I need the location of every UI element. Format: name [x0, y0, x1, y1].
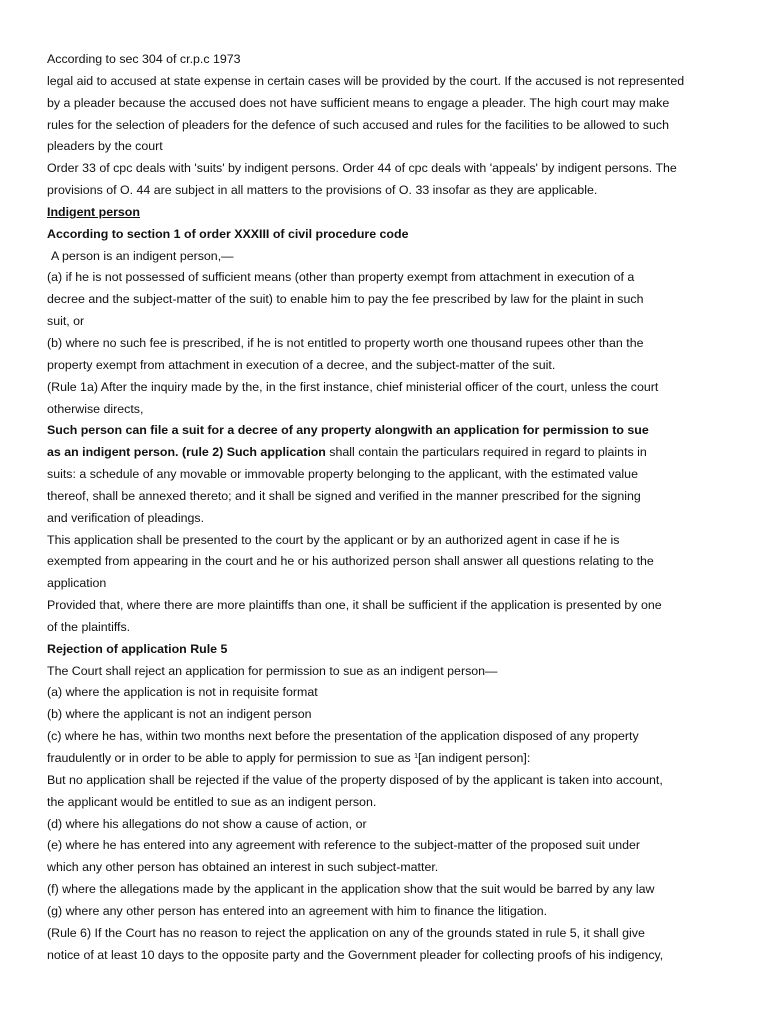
rule2-plain-text: shall contain the particulars required in regard to plaints in — [325, 445, 647, 460]
intro-line: provisions of O. 44 are subject in all matters to the provisions of O. 33 insofar as they are applicable. — [47, 183, 598, 198]
intro-line: pleaders by the court — [47, 139, 163, 154]
definition-line: (Rule 1a) After the inquiry made by the, in the first instance, chief ministerial officer of the court, unless the court — [47, 379, 659, 394]
heading-section-1: According to section 1 of order XXXIII of civil procedure code — [47, 226, 409, 241]
definition-line: otherwise directs, — [47, 401, 144, 416]
rule5-line: (c) where he has, within two months next before the presentation of the application disposed of any property — [47, 729, 639, 744]
definition-line: property exempt from attachment in execution of a decree, and the subject-matter of the suit. — [47, 357, 556, 372]
definition-line: decree and the subject-matter of the suit) to enable him to pay the fee prescribed by law for the plaint in such — [47, 292, 644, 307]
rule5-text: fraudulently or in order to be able to apply for permission to sue as — [47, 751, 415, 765]
rule5-line: (e) where he has entered into any agreement with reference to the subject-matter of the proposed suit under — [47, 838, 641, 853]
heading-rule-5: Rejection of application Rule 5 — [47, 641, 228, 656]
intro-line: According to sec 304 of cr.p.c 1973 — [47, 52, 241, 66]
rule5-line: (g) where any other person has entered into an agreement with him to finance the litigation. — [47, 903, 548, 918]
rule2-mixed-line — [47, 442, 728, 464]
footnote-marker: 1 — [414, 753, 419, 760]
definition-line: (b) where no such fee is prescribed, if he is not entitled to property worth one thousand rupees other than the — [47, 335, 644, 350]
intro-line: by a pleader because the accused does not have sufficient means to engage a pleader. The high court may make — [47, 95, 670, 110]
definition-line: suit, or — [47, 314, 85, 329]
rule2-line: exempted from appearing in the court and he or his authorized person shall answer all questions relating to the — [47, 554, 654, 569]
rule5-line: (a) where the application is not in requisite format — [47, 685, 318, 700]
intro-line: legal aid to accused at state expense in certain cases will be provided by the court. If the accused is not represented — [47, 73, 685, 88]
rule5-footnote-line — [47, 748, 728, 770]
rule6-line: (Rule 6) If the Court has no reason to reject the application on any of the grounds stated in rule 5, it shall give — [47, 925, 645, 940]
rule5-line: But no application shall be rejected if the value of the property disposed of by the applicant is taken into account, — [47, 772, 663, 787]
rule5-text: [an indigent person]: — [418, 751, 531, 765]
heading-indigent-person: Indigent person — [47, 204, 140, 219]
rule6-line: notice of at least 10 days to the opposite party and the Government pleader for collecting proofs of his indigency, — [47, 947, 664, 962]
rule2-line: This application shall be presented to the court by the applicant or by an authorized agent in case if he is — [47, 532, 620, 547]
definition-line: (a) if he is not possessed of sufficient means (other than property exempt from attachment in execution of a — [47, 270, 635, 285]
rule5-line: (f) where the allegations made by the applicant in the application show that the suit would be barred by any law — [47, 882, 655, 897]
definition-line: A person is an indigent person,— — [51, 248, 234, 263]
rule2-line: of the plaintiffs. — [47, 619, 131, 634]
rule5-line: (b) where the applicant is not an indigent person — [47, 707, 312, 722]
rule5-line: which any other person has obtained an interest in such subject-matter. — [47, 860, 439, 875]
intro-line: rules for the selection of pleaders for the defence of such accused and rules for the facilities to be allowed to such — [47, 117, 669, 132]
rule2-bold-text: as an indigent person. (rule 2) Such application — [47, 445, 326, 460]
rule2-line: thereof, shall be annexed thereto; and it shall be signed and verified in the manner prescribed for the signing — [47, 488, 641, 503]
rule5-line: the applicant would be entitled to sue as an indigent person. — [47, 794, 377, 809]
rule2-line: application — [47, 576, 107, 591]
rule5-line: (d) where his allegations do not show a cause of action, or — [47, 816, 367, 831]
rule2-line: Provided that, where there are more plaintiffs than one, it shall be sufficient if the application is presented by one — [47, 598, 662, 613]
rule2-line: suits: a schedule of any movable or immovable property belonging to the applicant, with the estimated value — [47, 467, 638, 482]
rule5-line: The Court shall reject an application for permission to sue as an indigent person— — [47, 663, 498, 678]
intro-line: Order 33 of cpc deals with 'suits' by indigent persons. Order 44 of cpc deals with 'appeals' by indigent persons. The — [47, 161, 677, 176]
rule2-bold-line: Such person can file a suit for a decree of any property alongwith an application for permission to sue — [47, 423, 649, 438]
rule2-line: and verification of pleadings. — [47, 510, 205, 525]
